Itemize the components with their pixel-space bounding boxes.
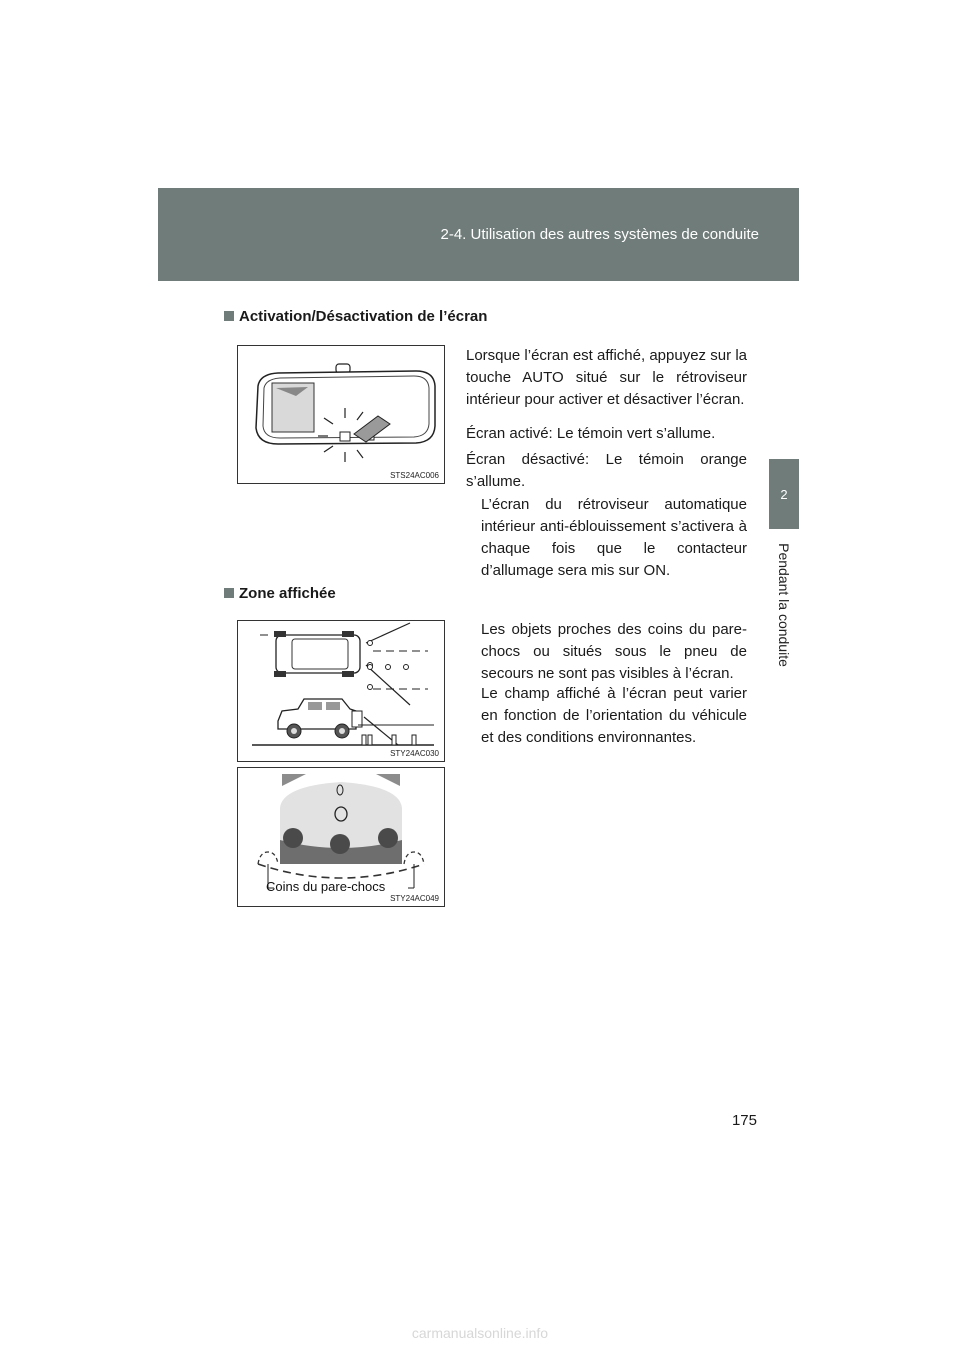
- activation-paragraph-1: Lorsque l’écran est affiché, appuyez sur la touche AUTO situé sur le rétroviseur intérieur pour activer et désactiver l’écran.: [466, 347, 747, 408]
- zone-paragraph-1: Les objets proches des coins du pare-chocs ou situés sous le pneu de secours ne sont pas visibles à l’écran.: [481, 621, 747, 682]
- figure-code: STY24AC030: [390, 749, 439, 758]
- watermark-url: carmanualsonline.info: [411, 1325, 549, 1341]
- page-number: 175: [731, 1112, 757, 1129]
- vehicle-views-illustration: [238, 621, 444, 761]
- chapter-number: 2: [780, 487, 788, 502]
- mirror-illustration: [238, 346, 444, 483]
- bullet-square-icon: [224, 588, 234, 598]
- figure-code: STS24AC006: [390, 471, 439, 480]
- activation-paragraph-3: Écran désactivé: Le témoin orange s’allume.: [466, 451, 747, 490]
- figure-mirror: [237, 345, 445, 484]
- section-heading-zone-text: Zone affichée: [239, 585, 336, 602]
- section-heading-activation-text: Activation/Désactivation de l’écran: [239, 308, 488, 325]
- figure-display-area: [237, 767, 445, 907]
- activation-note: L’écran du rétroviseur automatique intérieur anti-éblouissement s’activera à chaque fois que le contacteur d’allumage sera mis sur ON.: [481, 496, 747, 579]
- header-band: [158, 188, 799, 281]
- bullet-square-icon: [224, 311, 234, 321]
- activation-paragraph-2: Écran activé: Le témoin vert s’allume.: [466, 425, 716, 442]
- bumper-corners-label: Coins du pare-chocs: [266, 879, 386, 894]
- chapter-side-label: [769, 535, 799, 675]
- figure-vehicle-views: [237, 620, 445, 762]
- figure-code: STY24AC049: [390, 894, 439, 903]
- zone-paragraph-2: Le champ affiché à l’écran peut varier en fonction de l’orientation du véhicule et des conditions environnantes.: [481, 685, 747, 746]
- chapter-tab: [769, 459, 799, 529]
- section-heading-activation: [224, 308, 487, 325]
- section-heading-zone: [224, 585, 336, 602]
- chapter-side-label-text: Pendant la conduite: [776, 543, 792, 667]
- chapter-title: 2-4. Utilisation des autres systèmes de conduite: [440, 226, 759, 243]
